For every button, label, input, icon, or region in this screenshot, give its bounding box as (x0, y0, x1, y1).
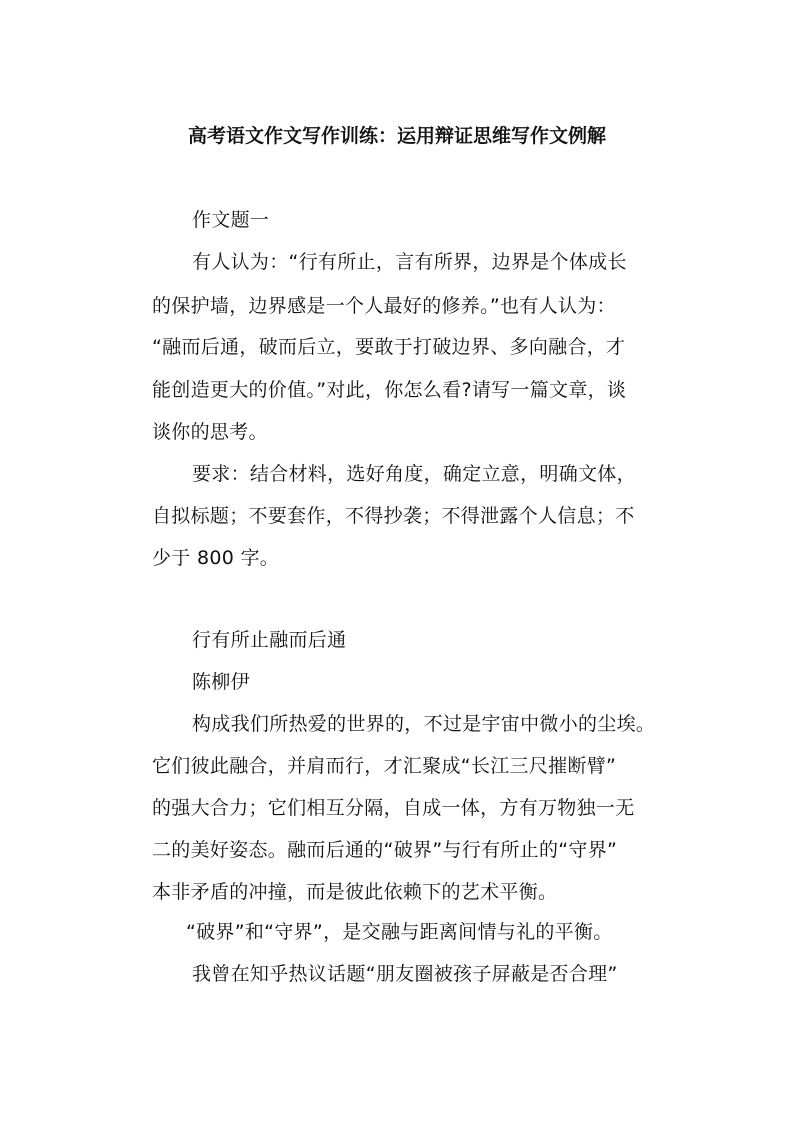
paragraph-line: “破界”和“守界”，是交融与距离间情与礼的平衡。 (186, 921, 613, 943)
document-title: 高考语文作文写作训练：运用辩证思维写作文例解 (187, 125, 606, 147)
paragraph-line: 要求：结合材料，选好角度，确定立意，明确文体， (192, 463, 636, 485)
paragraph-line: 的保护墙，边界感是一个人最好的修养。”也有人认为： (152, 295, 616, 317)
paragraph-line: 二的美好姿态。融而后通的“破界”与行有所止的“守界” (152, 839, 618, 861)
paragraph-line: 少于 800 字。 (152, 547, 280, 569)
paragraph-line: 它们彼此融合，并肩而行，才汇聚成“长江三尺摧断臂” (152, 755, 617, 777)
essay-author: 陈柳伊 (192, 671, 250, 693)
section-heading: 作文题一 (192, 209, 270, 231)
paragraph-line: 本非矛盾的冲撞，而是彼此依赖下的艺术平衡。 (152, 881, 558, 903)
paragraph-line: 谈你的思考。 (152, 421, 268, 443)
paragraph-line: 能创造更大的价值。”对此，你怎么看?请写一篇文章，谈 (152, 379, 627, 401)
essay-title: 行有所止融而后通 (192, 629, 347, 651)
paragraph-line: 构成我们所热爱的世界的，不过是宇宙中微小的尘埃。 (192, 713, 656, 735)
paragraph-line: 我曾在知乎热议话题“朋友圈被孩子屏蔽是否合理” (192, 963, 618, 985)
paragraph-line: “融而后通，破而后立，要敢于打破边界、多向融合，才 (152, 336, 626, 358)
paragraph-line: 自拟标题；不要套作，不得抄袭；不得泄露个人信息；不 (152, 505, 635, 527)
paragraph-line: 的强大合力；它们相互分隔，自成一体，方有万物独一无 (152, 797, 635, 819)
paragraph-line: 有人认为：“行有所止，言有所界，边界是个体成长 (192, 251, 627, 273)
